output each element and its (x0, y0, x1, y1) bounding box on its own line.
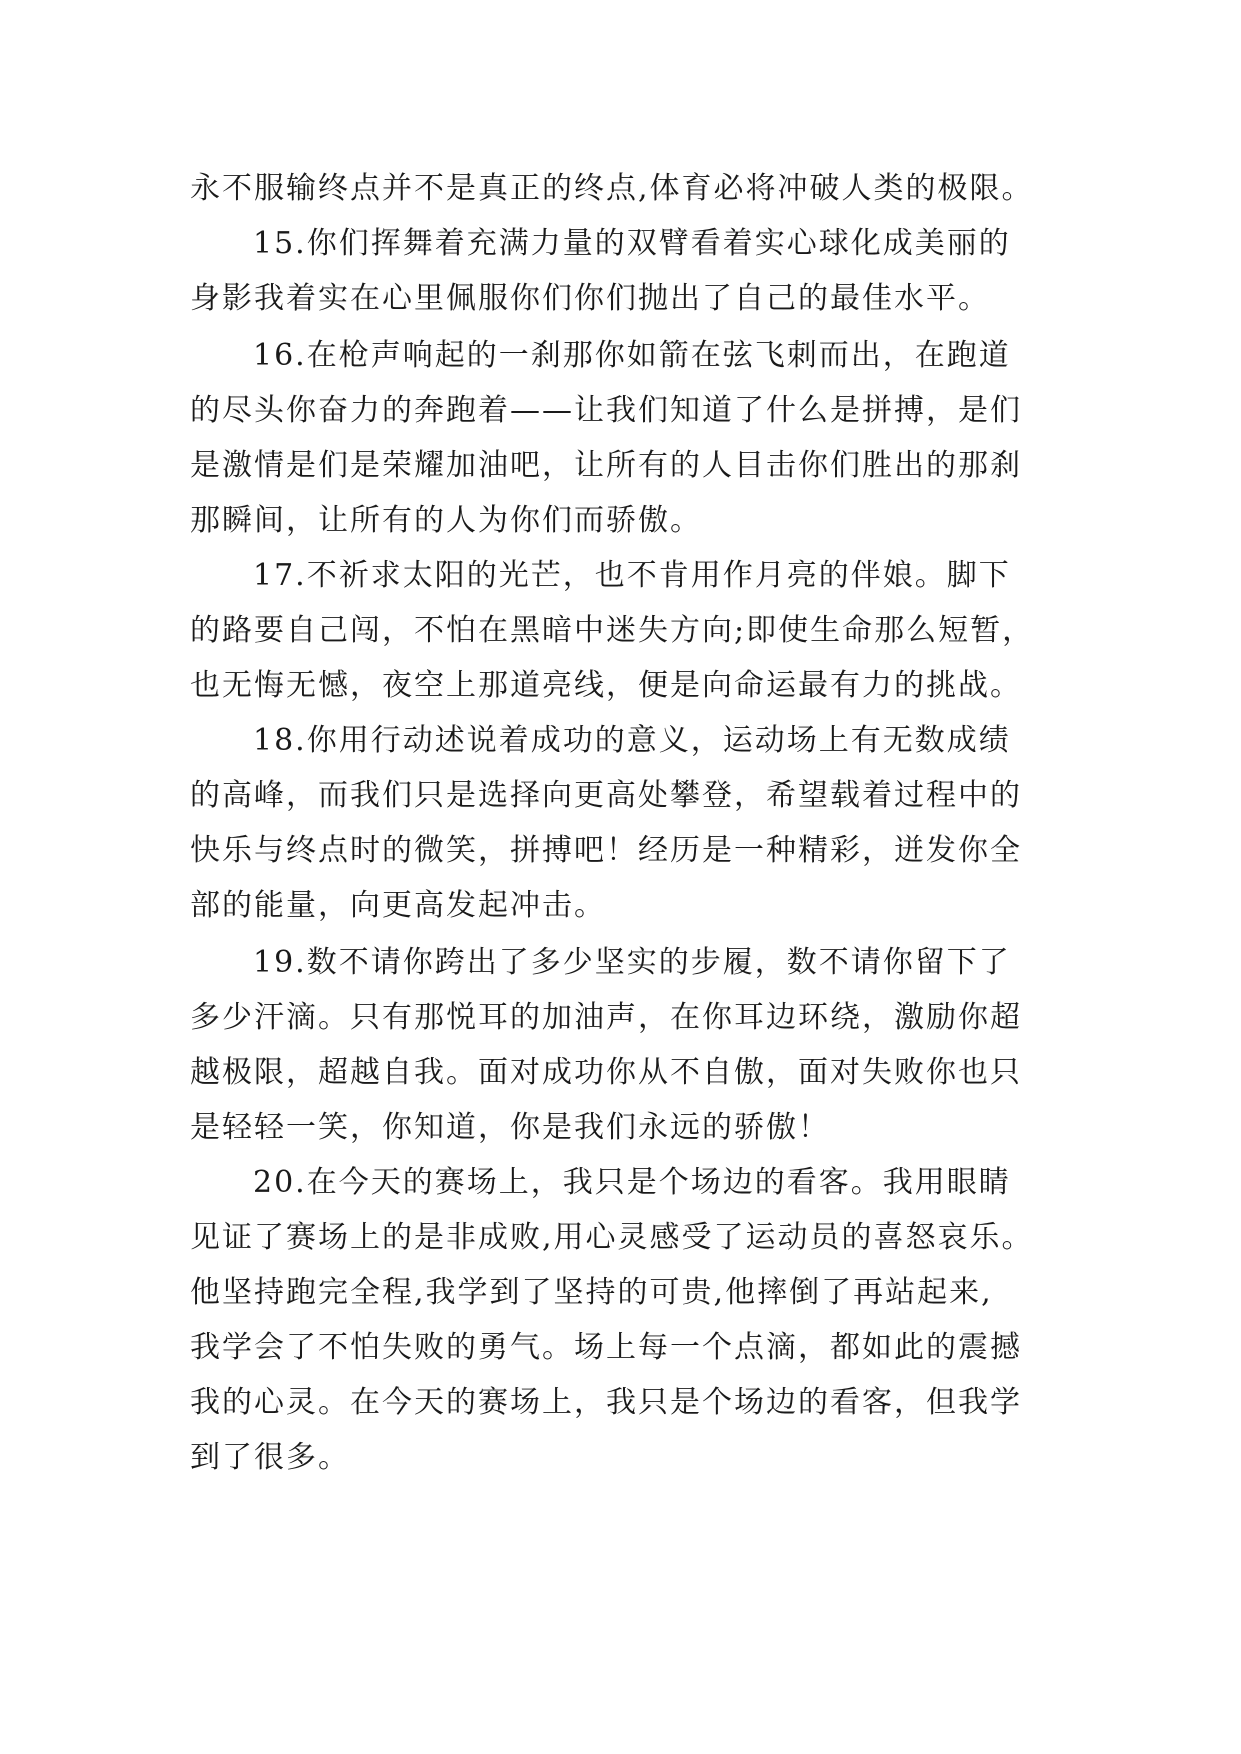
text-line: 永不服输终点并不是真正的终点,体育必将冲破人类的极限。 (190, 171, 1034, 206)
text-line: 他坚持跑完全程,我学到了坚持的可贵,他摔倒了再站起来, (190, 1275, 993, 1310)
text-line: 是轻轻一笑，你知道，你是我们永远的骄傲！ (190, 1110, 830, 1145)
paragraph-19-line: 19.数不请你跨出了多少坚实的步履，数不请你留下了 (253, 945, 1011, 980)
text-line: 的高峰，而我们只是选择向更高处攀登，希望载着过程中的 (190, 778, 1022, 813)
text-line: 也无悔无憾，夜空上那道亮线，便是向命运最有力的挑战。 (190, 668, 1022, 703)
text-line: 到了很多。 (190, 1440, 350, 1475)
text-line: 的尽头你奋力的奔跑着——让我们知道了什么是拼搏，是们 (190, 393, 1022, 428)
text-line: 身影我着实在心里佩服你们你们抛出了自己的最佳水平。 (190, 281, 990, 316)
text-line: 的路要自己闯，不怕在黑暗中迷失方向;即使生命那么短暂， (190, 613, 1035, 648)
paragraph-15-line: 15.你们挥舞着充满力量的双臂看着实心球化成美丽的 (253, 226, 1011, 261)
paragraph-18-line: 18.你用行动述说着成功的意义，运动场上有无数成绩 (253, 723, 1011, 758)
text-line: 见证了赛场上的是非成败,用心灵感受了运动员的喜怒哀乐。 (190, 1220, 1034, 1255)
paragraph-16-line: 16.在枪声响起的一刹那你如箭在弦飞刺而出，在跑道 (253, 338, 1011, 373)
text-line: 越极限，超越自我。面对成功你从不自傲，面对失败你也只 (190, 1055, 1022, 1090)
text-line: 快乐与终点时的微笑，拼搏吧！经历是一种精彩，迸发你全 (190, 833, 1022, 868)
paragraph-17-line: 17.不祈求太阳的光芒，也不肯用作月亮的伴娘。脚下 (253, 558, 1011, 593)
text-line: 多少汗滴。只有那悦耳的加油声，在你耳边环绕，激励你超 (190, 1000, 1022, 1035)
text-line: 部的能量，向更高发起冲击。 (190, 888, 606, 923)
text-line: 我学会了不怕失败的勇气。场上每一个点滴，都如此的震撼 (190, 1330, 1022, 1365)
text-line: 我的心灵。在今天的赛场上，我只是个场边的看客，但我学 (190, 1385, 1022, 1420)
paragraph-20-line: 20.在今天的赛场上，我只是个场边的看客。我用眼睛 (253, 1165, 1011, 1200)
text-line: 是激情是们是荣耀加油吧，让所有的人目击你们胜出的那刹 (190, 448, 1022, 483)
text-line: 那瞬间，让所有的人为你们而骄傲。 (190, 503, 702, 538)
